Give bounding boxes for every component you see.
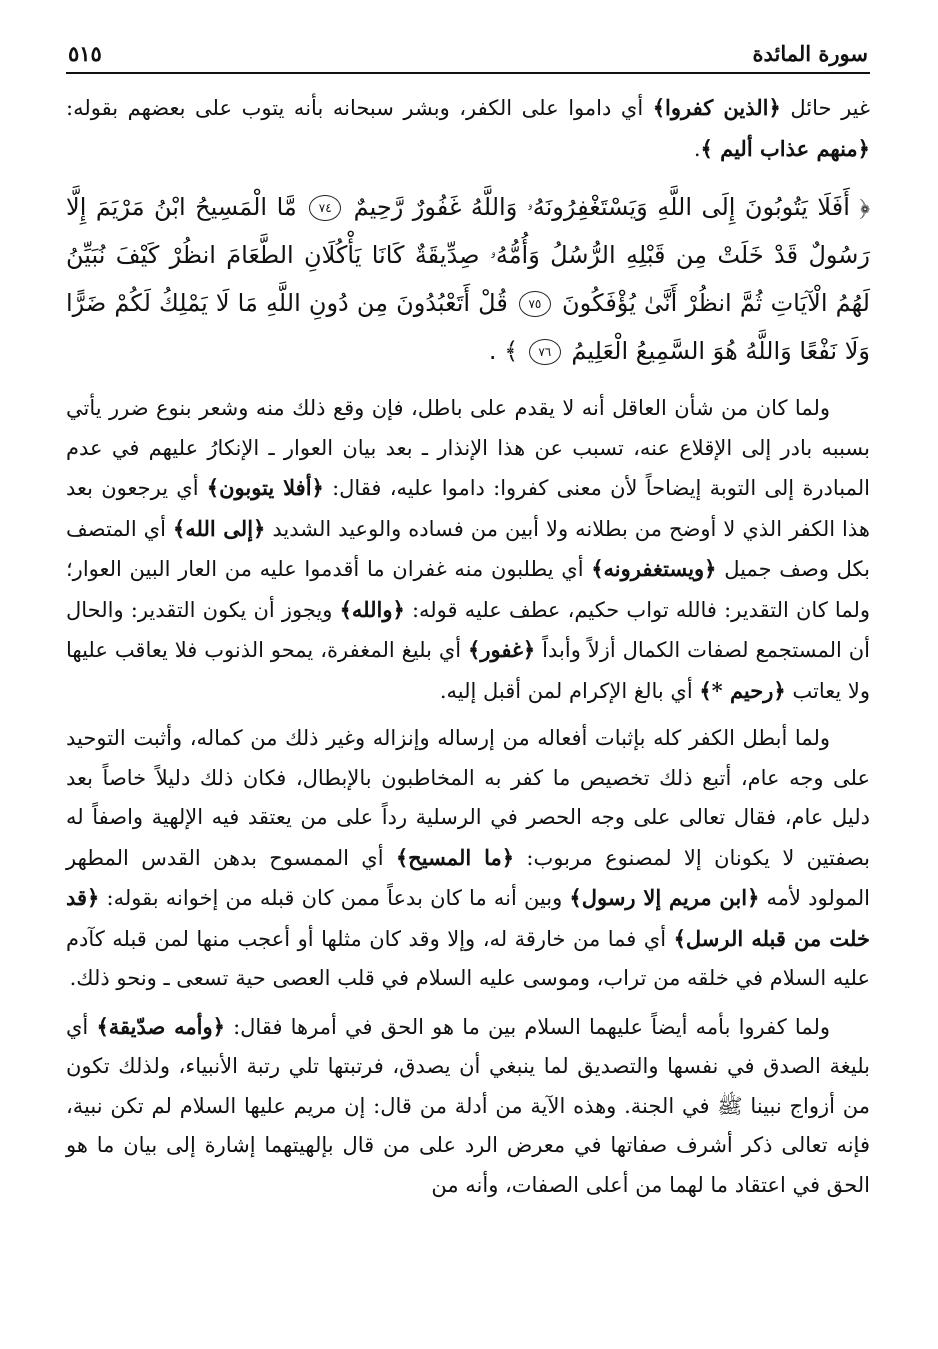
text-segment: ولما كان من شأن العاقل أنه لا يقدم على باطل، فإن وقع ذلك منه وشعر بنوع ضرر يأتي بسببه بادر إلى الإقلاع عنه، تسبب عن هذا الإنذار ـ بعد بيان العوار ـ الإنكارُ عليهم في عدم المبادرة إلى التوبة إيضاحاً لأن معنى كفروا: داموا عليه، فقال:	[66, 396, 870, 500]
text-segment: أي يطلبون منه غفران ما أقدموا عليه من العار البين العوار؛ ولما كان التقدير: فالله تواب حكيم، عطف عليه قوله:	[66, 557, 871, 622]
quote-segment: ﴿ابن مريم إلا رسول﴾	[569, 885, 760, 910]
page-number: ٥١٥	[68, 41, 102, 66]
paragraph-commentary-2	[66, 719, 870, 999]
text-segment: أي المتصف بكل وصف جميل	[66, 516, 870, 581]
verse-76: قُلْ أَتَعْبُدُونَ مِن دُونِ اللَّهِ مَا لَا يَمْلِكُ لَكُمْ ضَرًّا وَلَا نَفْعًا وَاللَّهُ هُوَ السَّمِيعُ الْعَلِيمُ	[66, 289, 870, 365]
text-segment: أي بليغ المغفرة، يمحو الذنوب فلا يعاقب عليها ولا يعاتب	[66, 638, 870, 703]
text-segment: أي الممسوح بدهن القدس المطهر المولود لأمه	[66, 845, 871, 910]
ayah-number-74: ٧٤	[309, 195, 341, 221]
quote-segment: ﴿ويستغفرونه﴾	[591, 556, 717, 581]
page-header	[66, 30, 870, 74]
text-segment: غير حائل	[780, 96, 870, 120]
text-segment: ولما كفروا بأمه أيضاً عليهما السلام بين ما هو الحق في أمرها فقال:	[224, 1014, 831, 1039]
ayah-number-76: ٧٦	[529, 339, 561, 365]
paragraph-commentary-1	[66, 389, 870, 711]
quote-segment: ﴿رحيم *﴾	[699, 677, 786, 703]
verse-bracket-open: ﴿	[859, 193, 870, 221]
quote-segment: ﴿ما المسيح﴾	[395, 844, 515, 870]
text-segment: أي بليغة الصدق في نفسها والتصديق لما ينبغي أن يصدق، فرتبتها تلي رتبة الأنبياء، ولذلك تكون من أزواج نبينا ﷺ في الجنة. وهذه الآية من أدلة من قال: إن مريم عليها السلام لم تكن نبية، فإنه تعالى ذكر أشرف صفاتها في معرض الرد على من قال بإلهيتهما إشارة إلى بيان ما هو الحق في اعتقاد ما لهما من أعلى الصفات، وأنه من	[66, 1014, 870, 1197]
text-segment: وبين أنه ما كان بدعاً ممن كان قبله من إخوانه بقوله:	[99, 886, 570, 910]
quote-segment: ﴿وأمه صدّيقة﴾	[96, 1013, 225, 1039]
paragraph-commentary-3	[66, 1007, 870, 1206]
quran-verses	[66, 183, 870, 375]
text-segment: .	[693, 136, 701, 161]
verse-74: أَفَلَا يَتُوبُونَ إِلَى اللَّهِ وَيَسْتَغْفِرُونَهُۥ وَاللَّهُ غَفُورٌ رَّحِيمٌ	[353, 193, 850, 221]
quote-segment: ﴿الذين كفروا﴾	[652, 95, 781, 120]
verse-75: مَّا الْمَسِيحُ ابْنُ مَرْيَمَ إِلَّا رَسُولٌ قَدْ خَلَتْ مِن قَبْلِهِ الرُّسُلُ وَأُمُّهُۥ صِدِّيقَةٌ كَانَا يَأْكُلَانِ الطَّعَامَ انظُرْ كَيْفَ نُبَيِّنُ لَهُمُ الْآيَاتِ ثُمَّ انظُرْ أَنَّىٰ يُؤْفَكُونَ	[66, 193, 870, 317]
page-body	[66, 88, 870, 1205]
ayah-number-75: ٧٥	[519, 291, 551, 317]
text-segment: ولما أبطل الكفر كله بإثبات أفعاله من إرساله وإنزاله وغير ذلك من كماله، وأثبت التوحيد على وجه عام، أتبع ذلك تخصيص ما كفر به المخاطبون بالإبطال، فكان ذلك دليلاً خاصاً بعد دليل عام، فقال تعالى على وجه الحصر في الرسلية رداً على من يعتقد فيه الإلهية واصفاً له بصفتين لا يكونان إلا لمصنوع مربوب:	[66, 726, 870, 870]
text-segment: ويجوز أن يكون التقدير: والحال أن المستجمع لصفات الكمال أزلاً وأبداً	[66, 597, 870, 662]
quote-segment: ﴿غفور﴾	[468, 637, 536, 662]
quote-segment: ﴿قد خلت من قبله الرسل﴾	[66, 885, 870, 951]
text-segment: أي يرجعون بعد هذا الكفر الذي لا أوضح من بطلانه ولا أبين من فساده والوعيد الشديد	[66, 476, 870, 541]
text-segment: أي بالغ الإكرام لمن أقبل إليه.	[439, 678, 700, 703]
text-segment: أي داموا على الكفر، وبشر سبحانه بأنه يتوب على بعضهم بقوله:	[66, 96, 653, 120]
quote-segment: ﴿والله﴾	[339, 596, 405, 622]
text-segment: أي فما من خارقة له، وإلا وقد كان مثلها أو أعجب منها لمن قبله كآدم عليه السلام في خلقه من تراب، وموسى عليه السلام في قلب العصى حية تسعى ـ ونحو ذلك.	[66, 926, 870, 990]
quote-segment: ﴿إلى الله﴾	[172, 515, 266, 541]
verse-bracket-close: ﴾ .	[488, 337, 519, 365]
quote-segment: ﴿منهم عذاب أليم ﴾	[700, 135, 870, 161]
paragraph-intro	[66, 88, 870, 169]
surah-title: سورة المائدة	[752, 41, 868, 66]
quote-segment: ﴿أفلا يتوبون﴾	[206, 475, 324, 500]
